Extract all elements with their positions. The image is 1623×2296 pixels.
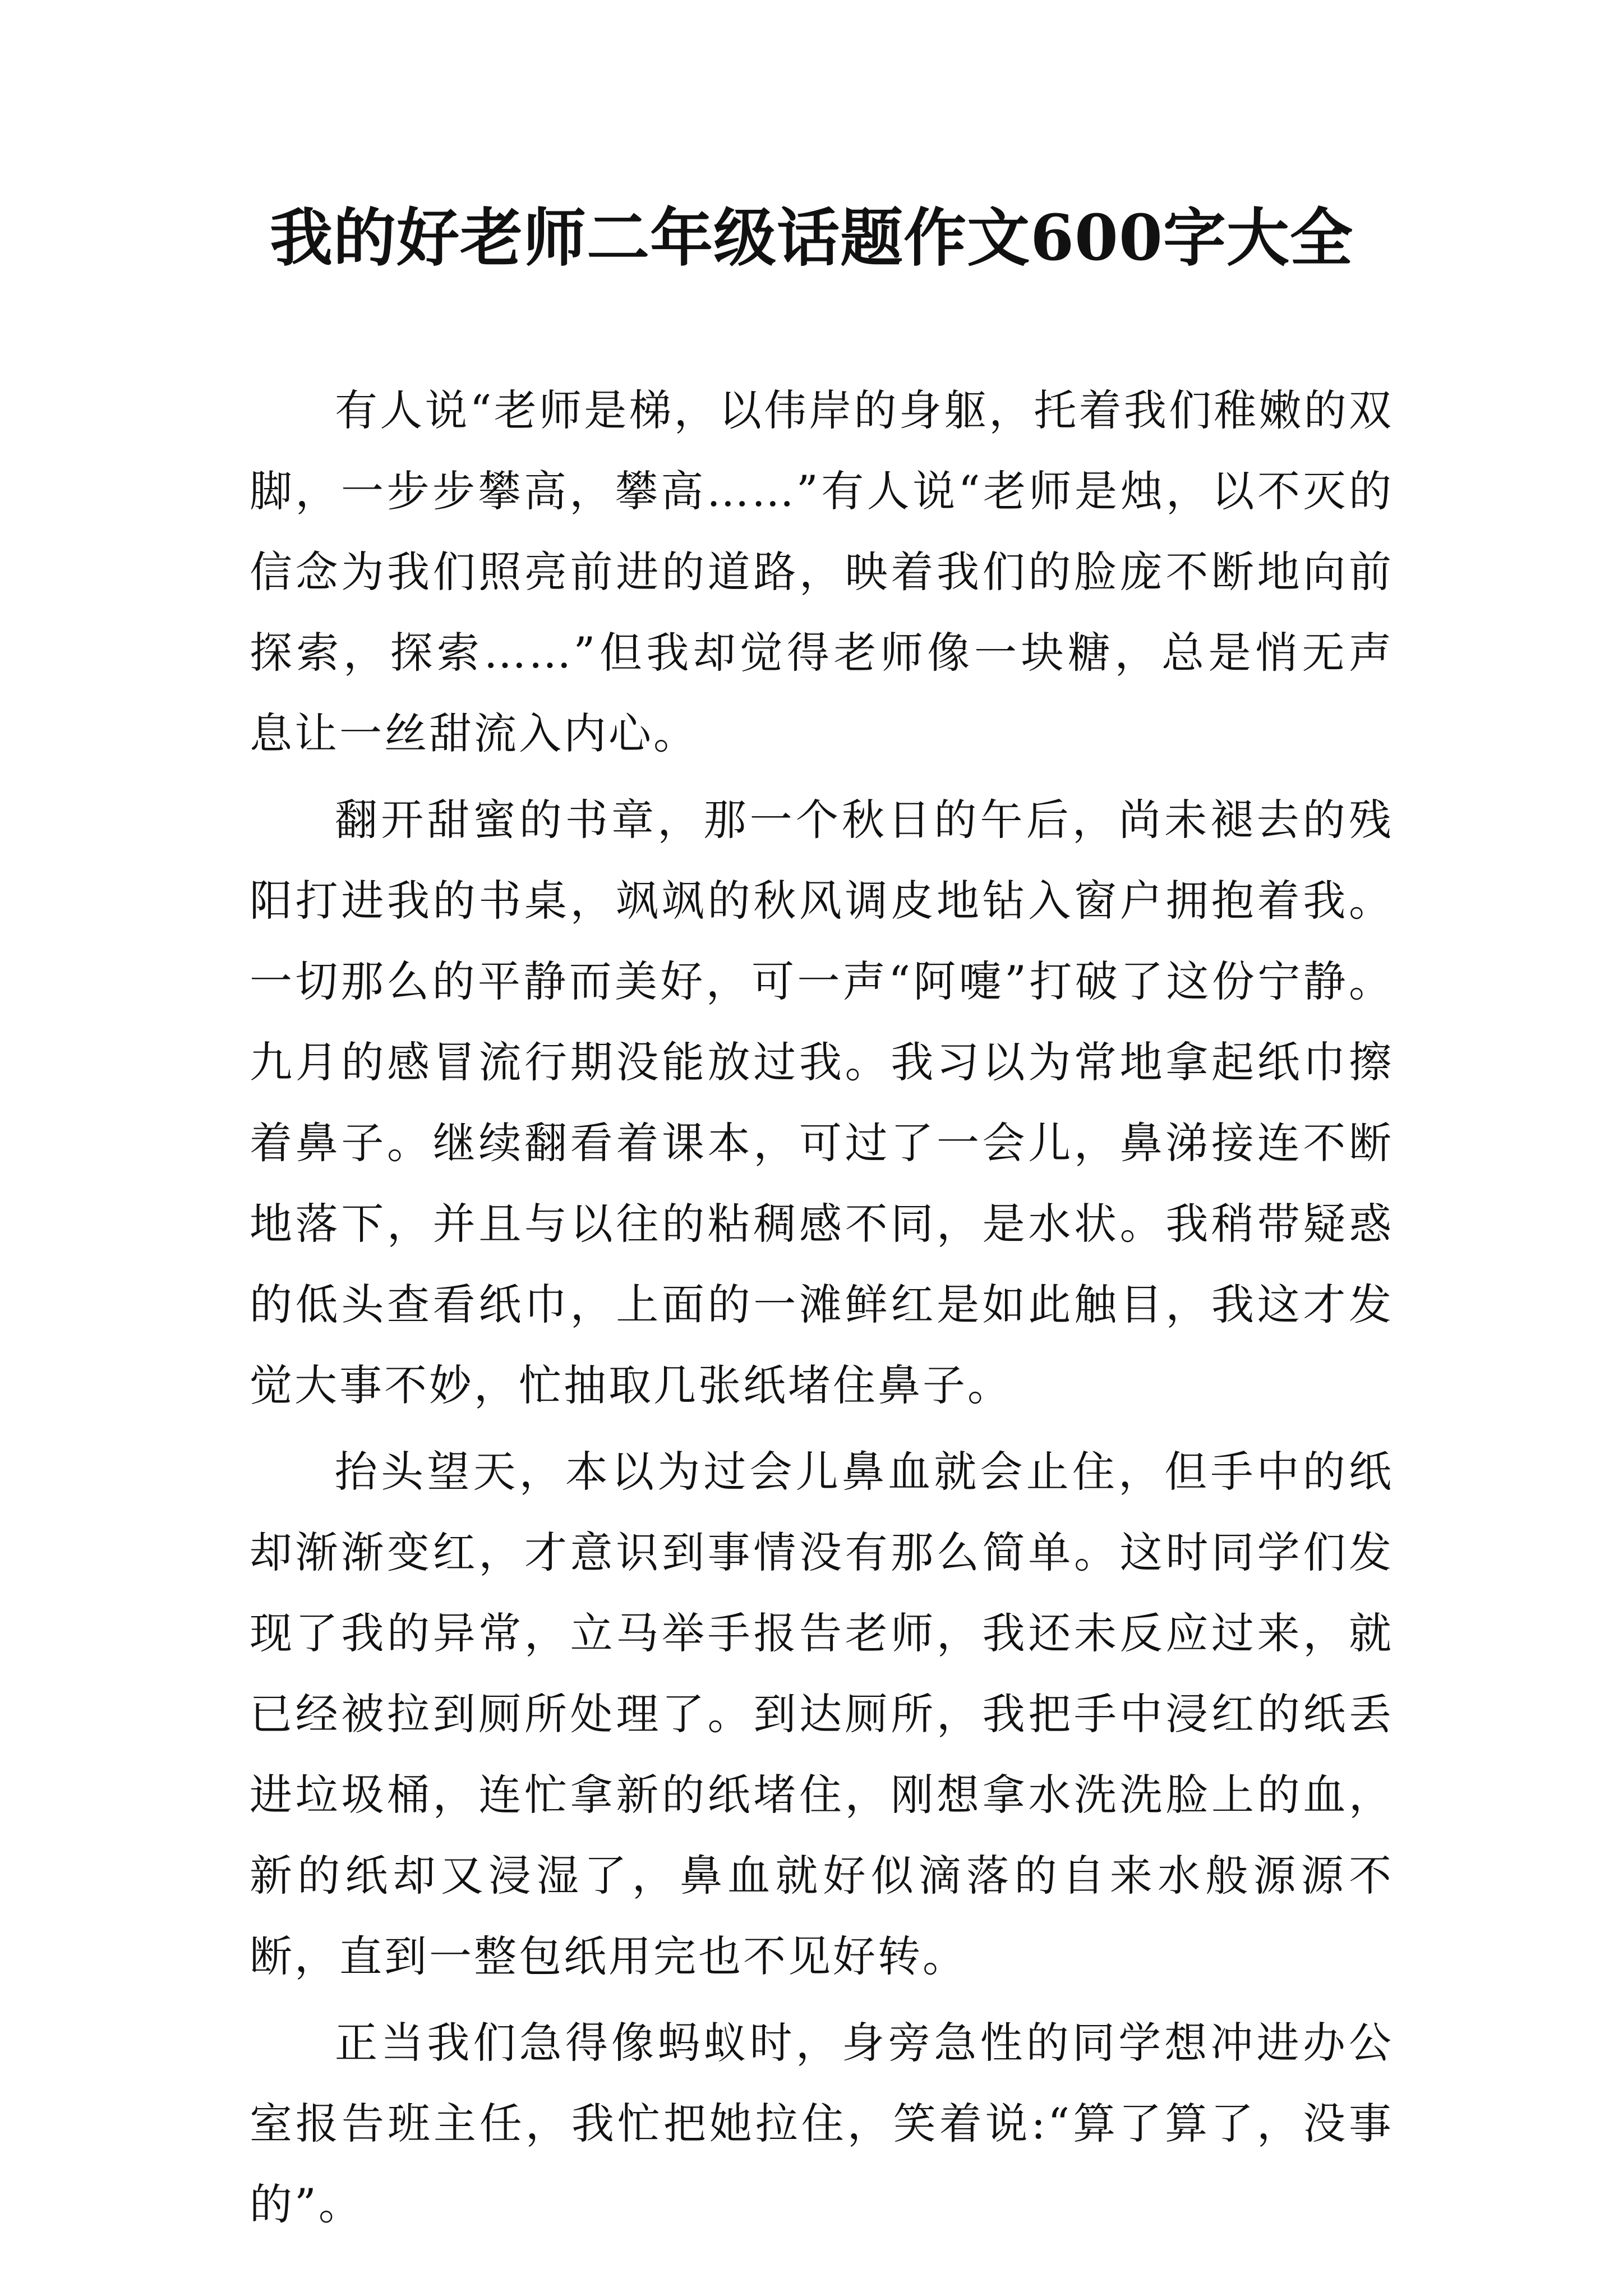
paragraph: 正当我们急得像蚂蚁时，身旁急性的同学想冲进办公室报告班主任，我忙把她拉住，笑着说:“算了算了，没事的”。: [250, 2018, 1394, 2229]
document-title: 我的好老师二年级话题作文600字大全: [270, 201, 1353, 275]
paragraph: 抬头望天，本以为过会儿鼻血就会止住，但手中的纸却渐渐变红，才意识到事情没有那么简单。这时同学们发现了我的异常，立马举手报告老师，我还未反应过来，就已经被拉到厕所处理了。到达厕所，我把手中浸红的纸丢进垃圾桶，连忙拿新的纸堵住，刚想拿水洗洗脸上的血，新的纸却又浸湿了，鼻血就好似滴落的自来水般源源不断，直到一整包纸用完也不见好转。: [250, 1447, 1394, 1981]
document-body: [250, 370, 1394, 2251]
paragraph: 翻开甜蜜的书章，那一个秋日的午后，尚未褪去的残阳打进我的书桌，飒飒的秋风调皮地钻入窗户拥抱着我。一切那么的平静而美好，可一声“阿嚏”打破了这份宁静。九月的感冒流行期没能放过我。我习以为常地拿起纸巾擦着鼻子。继续翻看着课本，可过了一会儿，鼻涕接连不断地落下，并且与以往的粘稠感不同，是水状。我稍带疑惑的低头查看纸巾，上面的一滩鲜红是如此触目，我这才发觉大事不妙，忙抽取几张纸堵住鼻子。: [250, 795, 1394, 1410]
paragraph: 有人说“老师是梯，以伟岸的身躯，托着我们稚嫩的双脚，一步步攀高，攀高……”有人说“老师是烛，以不灭的信念为我们照亮前进的道路，映着我们的脸庞不断地向前探索，探索……”但我却觉得老师像一块糖，总是悄无声息让一丝甜流入内心。: [250, 385, 1394, 758]
